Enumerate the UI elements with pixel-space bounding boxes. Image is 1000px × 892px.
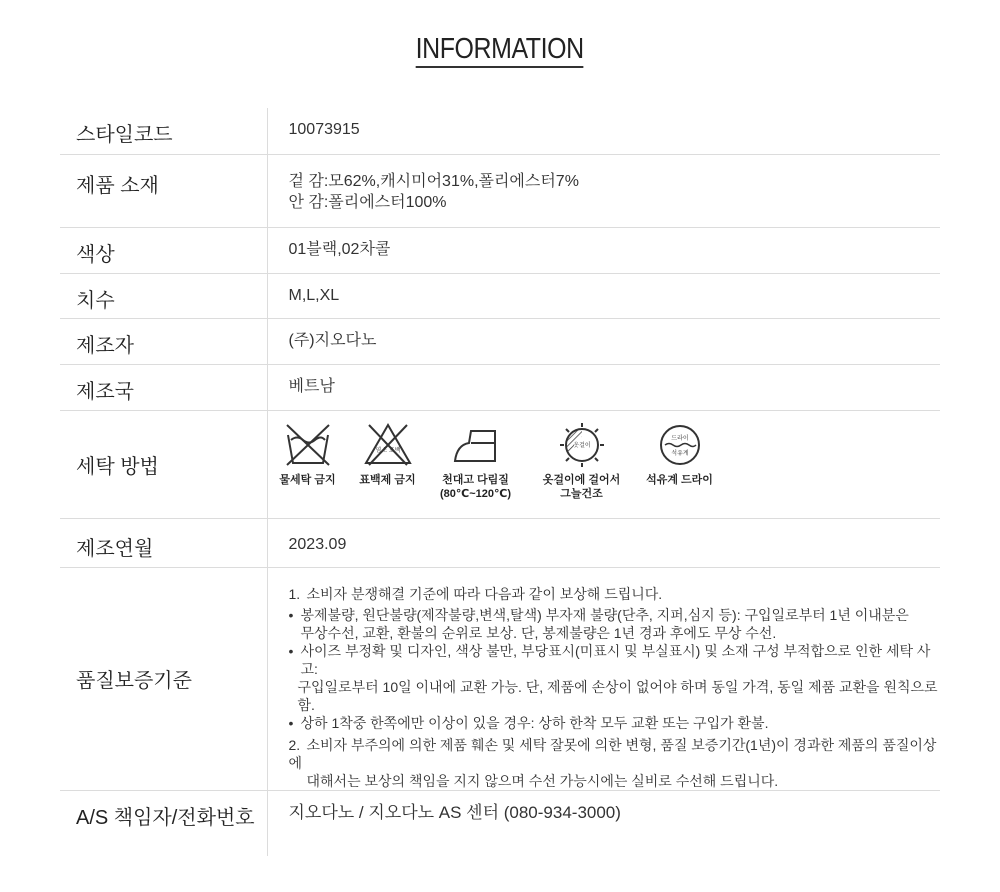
- row-as: [60, 790, 940, 856]
- row-date: [60, 518, 940, 567]
- row-value: 지오다노 / 지오다노 AS 센터 (080-934-3000): [288, 802, 621, 822]
- icon-caption: 천대고 다림질: [442, 473, 509, 486]
- bleach-inner-text: 염소 표백: [374, 446, 401, 454]
- quality-bullet-2-cont: 구입일로부터 10일 이내에 교환 가능. 단, 제품에 손상이 없어야 하며 동일 가격, 동일 제품 교환을 원칙으로 함.: [297, 678, 938, 713]
- row-material: [60, 154, 940, 227]
- row-value: 2023.09: [267, 518, 940, 567]
- row-value: 베트남: [267, 364, 940, 410]
- row-label: 색상: [60, 227, 267, 273]
- row-value: 10073915: [267, 108, 940, 154]
- row-value: M,L,XL: [267, 273, 940, 318]
- hang-dry-icon: [558, 421, 606, 469]
- row-size: [60, 273, 940, 318]
- row-label: 제조자: [60, 318, 267, 364]
- row-style-code: [60, 108, 940, 154]
- row-label: A/S 책임자/전화번호: [60, 790, 267, 856]
- quality-bullet-3: • 상하 1착중 한쪽에만 이상이 있을 경우: 상하 한착 모두 교환 또는 구입가 환불.: [289, 714, 941, 732]
- row-maker: [60, 318, 940, 364]
- row-value: [267, 154, 940, 227]
- icon-caption: 물세탁 금지: [279, 473, 336, 486]
- row-label: 제품 소재: [60, 154, 267, 227]
- dry-clean-icon: [656, 421, 704, 469]
- header: [0, 0, 1000, 72]
- quality-item-1: 1. 소비자 분쟁해결 기준에 따라 다음과 같이 보상해 드립니다.: [288, 585, 663, 602]
- icon-caption-sub: 그늘건조: [560, 487, 603, 500]
- material-outer: 겉 감:모62%,캐시미어31%,폴리에스터7%: [288, 172, 579, 190]
- icon-caption: 옷걸이에 걸어서: [542, 473, 621, 486]
- hang-inner-text: 옷걸이: [572, 441, 591, 449]
- quality-content: [267, 567, 940, 790]
- row-color: [60, 227, 940, 273]
- no-bleach-icon: [363, 421, 413, 469]
- row-label: 품질보증기준: [60, 567, 267, 790]
- quality-item-2-cont: 대해서는 보상의 책임을 지지 않으며 수선 가능시에는 실비로 수선해 드립니다.: [306, 772, 779, 789]
- quality-item-2: 2. 소비자 부주의에 의한 제품 훼손 및 세탁 잘못에 의한 변형, 품질 보증기간(1년)이 경과한 제품의 품질이상에: [288, 736, 937, 771]
- info-table: [60, 108, 940, 856]
- no-water-wash: [272, 421, 344, 501]
- icon-caption-sub: (80℃~120℃): [440, 487, 511, 500]
- row-value: (주)지오다노: [267, 318, 940, 364]
- dry-inner-top: 드라이: [670, 434, 689, 442]
- quality-bullet-1: • 봉제불량, 원단불량(제작불량,변색,탈색) 부자재 불량(단추, 지퍼,심지 등): 구입일로부터 1년 이내분은: [289, 606, 941, 624]
- washing-icons: [267, 410, 940, 518]
- quality-bullet-2: • 사이즈 부정확 및 디자인, 색상 불만, 부당표시(미표시 및 부실표시) 및 소재 구성 부적합으로 인한 세탁 사고:: [289, 642, 941, 678]
- row-label: 치수: [60, 273, 267, 318]
- iron: [431, 421, 521, 501]
- dry-clean: [640, 421, 720, 501]
- hang-dry: [534, 421, 630, 501]
- page-title: INFORMATION: [416, 33, 584, 68]
- iron-icon: [451, 421, 501, 469]
- row-value: 01블랙,02차콜: [267, 227, 940, 273]
- no-bleach: [356, 421, 420, 501]
- dry-inner-bottom: 석유계: [670, 449, 689, 457]
- row-country: [60, 364, 940, 410]
- row-washing: [60, 410, 940, 518]
- row-label: 스타일코드: [60, 108, 267, 154]
- quality-bullet-1-cont: 무상수선, 교환, 환불의 순위로 보상. 단, 봉제불량은 1년 경과 후에도 무상 수선.: [300, 624, 777, 641]
- row-label: 제조연월: [60, 518, 267, 567]
- row-label: 제조국: [60, 364, 267, 410]
- icon-caption: 표백제 금지: [359, 473, 416, 486]
- no-water-wash-icon: [284, 421, 332, 469]
- row-label: 세탁 방법: [60, 410, 267, 518]
- material-lining: 안 감:폴리에스터100%: [288, 193, 447, 211]
- row-quality: [60, 567, 940, 790]
- icon-caption: 석유계 드라이: [646, 473, 713, 486]
